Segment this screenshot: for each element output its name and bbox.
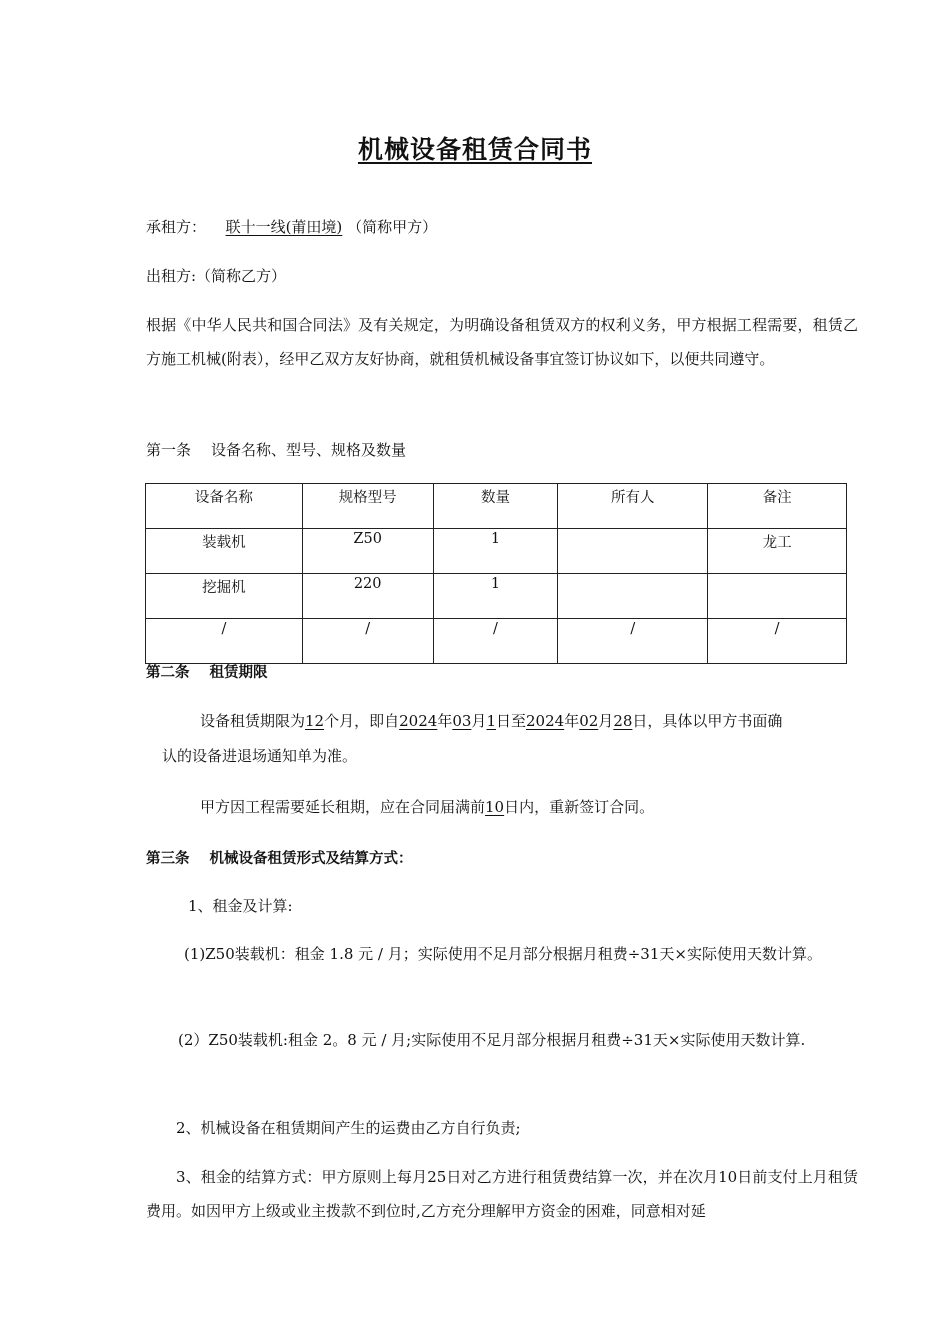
article2-extension — [200, 796, 654, 817]
table-cell: / — [708, 619, 847, 664]
term-text: 月 — [598, 712, 614, 730]
table-cell: / — [302, 619, 433, 664]
lessee-name: 联十一线(莆田境) — [225, 218, 343, 236]
table-cell — [708, 574, 847, 619]
rent-item-1: (1)Z50装载机：租金 1.8 元 / 月；实际使用不足月部分根据月租费÷31天×实际使用天数计算。 — [184, 945, 822, 963]
table-cell: 挖掘机 — [146, 574, 303, 619]
article1-number: 第一条 — [146, 441, 192, 459]
article2-number: 第二条 — [146, 665, 190, 681]
table-cell: 1 — [433, 574, 558, 619]
term-text: 年 — [564, 712, 580, 730]
equipment-table — [145, 483, 847, 664]
lessor-line — [146, 265, 286, 286]
table-header-cell: 数量 — [433, 484, 558, 529]
table-cell: 龙工 — [708, 529, 847, 574]
rent-calc-heading: 1、租金及计算: — [188, 897, 293, 915]
rent-item-2: (2）Z50装载机:租金 2。8 元 / 月;实际使用不足月部分根据月租费÷31天×实际使用天数计算. — [178, 1031, 806, 1049]
term-months: 12 — [305, 712, 325, 730]
term-text: 日，具体以甲方书面确 — [632, 712, 783, 730]
table-cell: 装载机 — [146, 529, 303, 574]
end-year: 2024 — [526, 712, 565, 730]
article1-heading — [146, 439, 406, 460]
extension-days: 10 — [485, 798, 505, 816]
term-text: 年 — [437, 712, 453, 730]
table-header-cell: 所有人 — [558, 484, 708, 529]
table-cell: 220 — [302, 574, 433, 619]
table-cell: / — [558, 619, 708, 664]
lessee-line — [146, 216, 437, 237]
article2-term-line2: 认的设备进退场通知单为准。 — [162, 747, 358, 765]
term-text: 月 — [471, 712, 487, 730]
start-month: 03 — [452, 712, 472, 730]
table-cell — [558, 529, 708, 574]
table-row — [146, 619, 847, 664]
extension-text: 日内，重新签订合同。 — [504, 798, 655, 816]
article3-title: 机械设备租赁形式及结算方式： — [209, 851, 413, 867]
lessee-label: 承租方： — [146, 218, 207, 236]
table-header-cell: 备注 — [708, 484, 847, 529]
intro-paragraph: 根据《中华人民共和国合同法》及有关规定，为明确设备租赁双方的权利义务，甲方根据工程需要，租赁乙方施工机械(附表），经甲乙双方友好协商，就租赁机械设备事宜签订协议如下，以便共同遵守。 — [146, 316, 858, 368]
end-day: 28 — [613, 712, 633, 730]
article3-number: 第三条 — [146, 851, 190, 867]
article2-term-line1 — [200, 710, 782, 731]
table-header-cell: 设备名称 — [146, 484, 303, 529]
article1-title: 设备名称、型号、规格及数量 — [211, 441, 407, 459]
term-text: 设备租赁期限为 — [200, 712, 306, 730]
table-cell: / — [146, 619, 303, 664]
article3-heading — [146, 847, 413, 868]
end-month: 02 — [579, 712, 599, 730]
article2-heading — [146, 661, 268, 682]
extension-text: 甲方因工程需要延长租期，应在合同届满前 — [200, 798, 486, 816]
table-row — [146, 529, 847, 574]
term-text: 日至 — [495, 712, 526, 730]
contract-title: 机械设备租赁合同书 — [357, 135, 592, 164]
start-day: 1 — [486, 712, 496, 730]
lessee-suffix: （简称甲方） — [347, 218, 438, 236]
table-cell: Z50 — [302, 529, 433, 574]
table-cell: / — [433, 619, 558, 664]
table-cell — [558, 574, 708, 619]
transport-clause: 2、机械设备在租赁期间产生的运费由乙方自行负责; — [176, 1119, 521, 1137]
settlement-clause: 3、租金的结算方式：甲方原则上每月25日对乙方进行租赁费结算一次，并在次月10日前支付上月租赁费用。如因甲方上级或业主拨款不到位时,乙方充分理解甲方资金的困难，同意相对延 — [146, 1168, 858, 1220]
term-text: 个月，即自 — [324, 712, 400, 730]
table-cell: 1 — [433, 529, 558, 574]
table-row — [146, 574, 847, 619]
lessor-label: 出租方:（简称乙方） — [146, 267, 287, 285]
table-header-row — [146, 484, 847, 529]
start-year: 2024 — [399, 712, 438, 730]
article2-title: 租赁期限 — [209, 665, 268, 681]
table-header-cell: 规格型号 — [302, 484, 433, 529]
